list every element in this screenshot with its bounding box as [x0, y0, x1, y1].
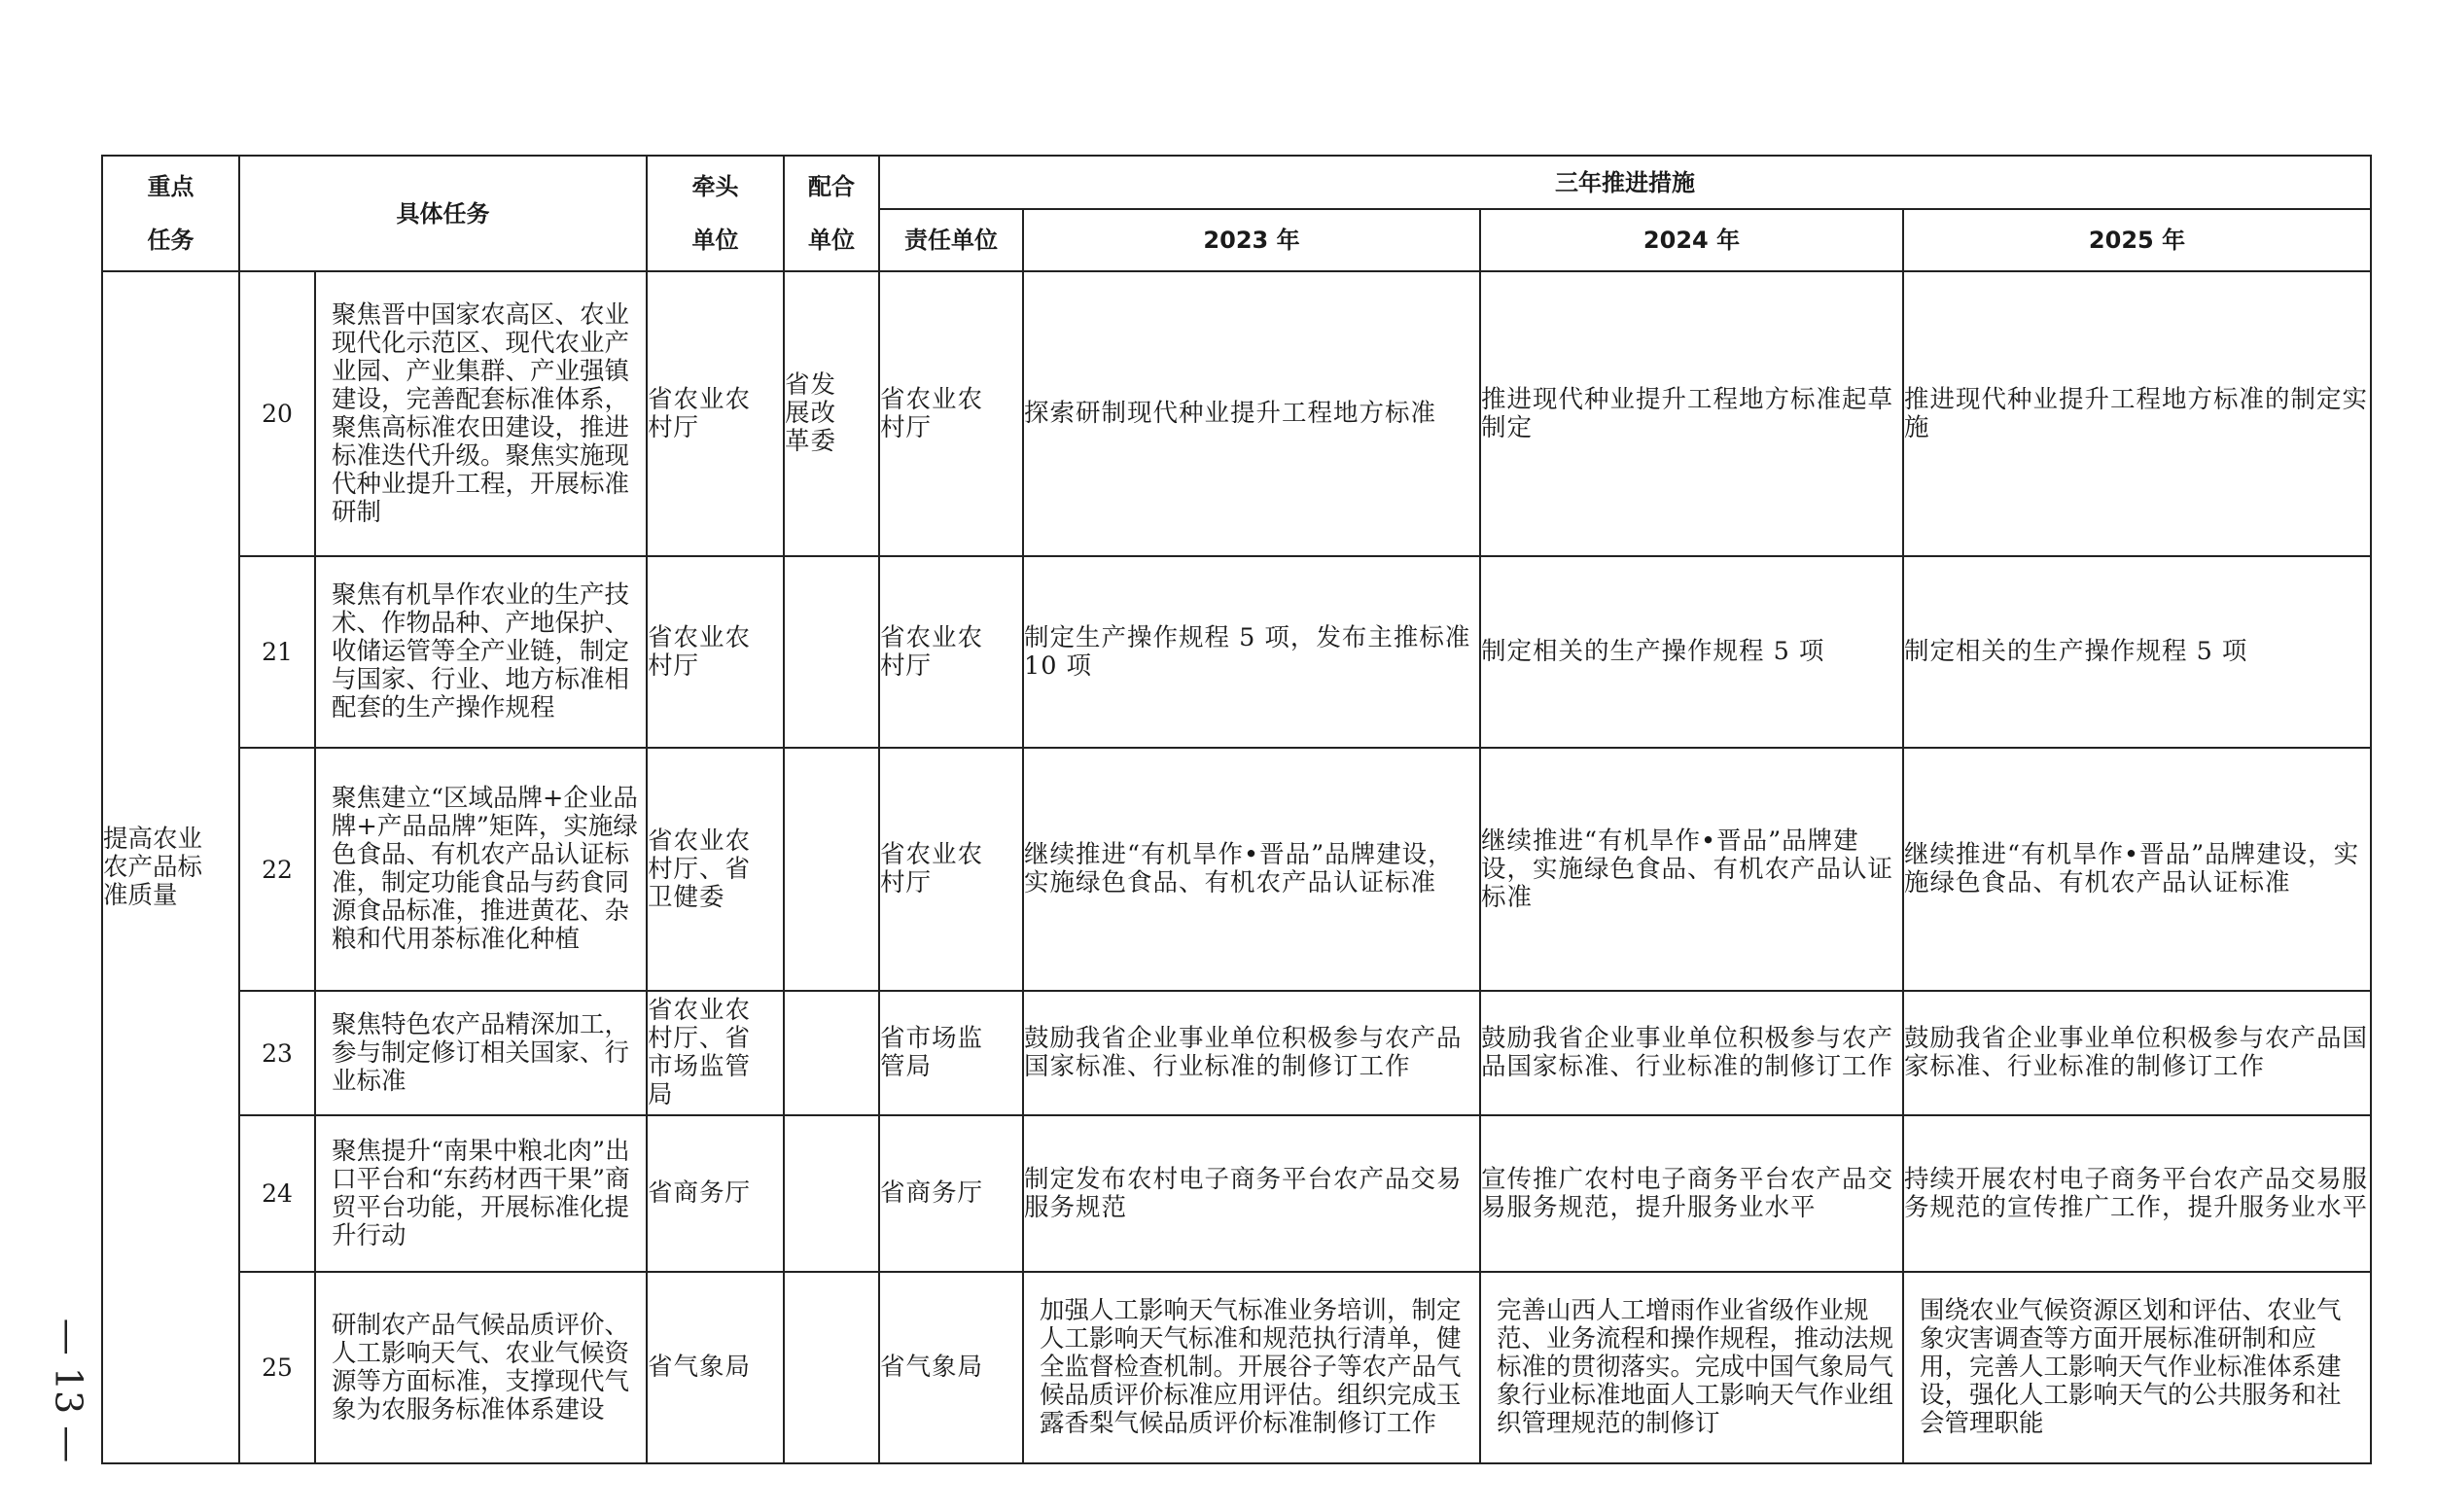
coop-unit: [784, 991, 879, 1115]
measure-2025: 持续开展农村电子商务平台农产品交易服务规范的宣传推广工作，提升服务业水平: [1903, 1115, 2371, 1272]
measure-2025: 继续推进“有机旱作•晋品”品牌建设，实施绿色食品、有机农产品认证标准: [1903, 748, 2371, 991]
task-description: 研制农产品气候品质评价、人工影响天气、农业气候资源等方面标准，支撑现代气象为农服务标准体系建设: [315, 1272, 647, 1463]
header-year-2023: 2023 年: [1023, 209, 1480, 271]
measure-2024: 继续推进“有机旱作•晋品”品牌建设，实施绿色食品、有机农产品认证标准: [1480, 748, 1903, 991]
measure-2024: 鼓励我省企业事业单位积极参与农产品国家标准、行业标准的制修订工作: [1480, 991, 1903, 1115]
lead-unit: 省农业农村厅、省卫健委: [647, 748, 784, 991]
lead-unit: 省商务厅: [647, 1115, 784, 1272]
page-number-text: — 13 —: [47, 1318, 90, 1463]
measure-2024: 制定相关的生产操作规程 5 项: [1480, 556, 1903, 748]
measure-2025: 围绕农业气候资源区划和评估、农业气象灾害调查等方面开展标准研制和应用，完善人工影响天气作业标准体系建设，强化人工影响天气的公共服务和社会管理职能: [1903, 1272, 2371, 1463]
resp-unit: 省市场监管局: [879, 991, 1023, 1115]
table-row-21: [102, 556, 2371, 748]
row-number: 21: [239, 556, 315, 748]
header-resp-unit: 责任单位: [879, 209, 1023, 271]
table-row-24: [102, 1115, 2371, 1272]
page-number: [39, 1293, 97, 1488]
resp-unit: 省农业农村厅: [879, 748, 1023, 991]
task-description: 聚焦提升“南果中粮北肉”出口平台和“东药材西干果”商贸平台功能，开展标准化提升行动: [315, 1115, 647, 1272]
header-specific-task: 具体任务: [239, 156, 647, 271]
resp-unit: 省农业农村厅: [879, 556, 1023, 748]
task-description: 聚焦有机旱作农业的生产技术、作物品种、产地保护、收储运管等全产业链，制定与国家、行业、地方标准相配套的生产操作规程: [315, 556, 647, 748]
measure-2025: 制定相关的生产操作规程 5 项: [1903, 556, 2371, 748]
resp-unit: 省农业农村厅: [879, 271, 1023, 556]
resp-unit: 省气象局: [879, 1272, 1023, 1463]
task-description: 聚焦建立“区域品牌+企业品牌+产品品牌”矩阵，实施绿色食品、有机农产品认证标准，制定功能食品与药食同源食品标准，推进黄花、杂粮和代用茶标准化种植: [315, 748, 647, 991]
lead-unit: 省农业农村厅: [647, 271, 784, 556]
lead-unit: 省农业农村厅、省市场监管局: [647, 991, 784, 1115]
lead-unit: 省气象局: [647, 1272, 784, 1463]
measure-2025: 鼓励我省企业事业单位积极参与农产品国家标准、行业标准的制修订工作: [1903, 991, 2371, 1115]
header-three-year-measures: 三年推进措施: [879, 156, 2371, 209]
header-key-task: 重点任务: [102, 156, 239, 271]
task-description: 聚焦晋中国家农高区、农业现代化示范区、现代农业产业园、产业集群、产业强镇建设，完善配套标准体系，聚焦高标准农田建设，推进标准迭代升级。聚焦实施现代种业提升工程，开展标准研制: [315, 271, 647, 556]
header-coop-unit: 配合单位: [784, 156, 879, 271]
measure-2024: 完善山西人工增雨作业省级作业规范、业务流程和操作规程，推动法规标准的贯彻落实。完成中国气象局气象行业标准地面人工影响天气作业组织管理规范的制修订: [1480, 1272, 1903, 1463]
table-row-25: [102, 1272, 2371, 1463]
coop-unit: [784, 1272, 879, 1463]
coop-unit: 省发展改革委: [784, 271, 879, 556]
header-lead-unit: 牵头单位: [647, 156, 784, 271]
measure-2023: 制定生产操作规程 5 项，发布主推标准 10 项: [1023, 556, 1480, 748]
measure-2024: 宣传推广农村电子商务平台农产品交易服务规范，提升服务业水平: [1480, 1115, 1903, 1272]
measure-2023: 继续推进“有机旱作•晋品”品牌建设，实施绿色食品、有机农产品认证标准: [1023, 748, 1480, 991]
lead-unit: 省农业农村厅: [647, 556, 784, 748]
coop-unit: [784, 748, 879, 991]
header-year-2024: 2024 年: [1480, 209, 1903, 271]
measure-2024: 推进现代种业提升工程地方标准起草制定: [1480, 271, 1903, 556]
measure-2023: 探索研制现代种业提升工程地方标准: [1023, 271, 1480, 556]
table-row-20: [102, 271, 2371, 556]
row-number: 20: [239, 271, 315, 556]
task-description: 聚焦特色农产品精深加工，参与制定修订相关国家、行业标准: [315, 991, 647, 1115]
table-row-22: [102, 748, 2371, 991]
coop-unit: [784, 1115, 879, 1272]
measure-2023: 加强人工影响天气标准业务培训，制定人工影响天气标准和规范执行清单，健全监督检查机制。开展谷子等农产品气候品质评价标准应用评估。组织完成玉露香梨气候品质评价标准制修订工作: [1023, 1272, 1480, 1463]
measure-2025: 推进现代种业提升工程地方标准的制定实施: [1903, 271, 2371, 556]
coop-unit: [784, 556, 879, 748]
header-year-2025: 2025 年: [1903, 209, 2371, 271]
table-row-23: [102, 991, 2371, 1115]
measure-2023: 鼓励我省企业事业单位积极参与农产品国家标准、行业标准的制修订工作: [1023, 991, 1480, 1115]
row-number: 22: [239, 748, 315, 991]
resp-unit: 省商务厅: [879, 1115, 1023, 1272]
header-row-1: [102, 156, 2371, 209]
row-number: 25: [239, 1272, 315, 1463]
measure-2023: 制定发布农村电子商务平台农产品交易服务规范: [1023, 1115, 1480, 1272]
row-number: 24: [239, 1115, 315, 1272]
standards-table: [101, 155, 2372, 1464]
row-number: 23: [239, 991, 315, 1115]
key-task-cell: 提高农业农产品标准质量: [102, 271, 239, 1463]
